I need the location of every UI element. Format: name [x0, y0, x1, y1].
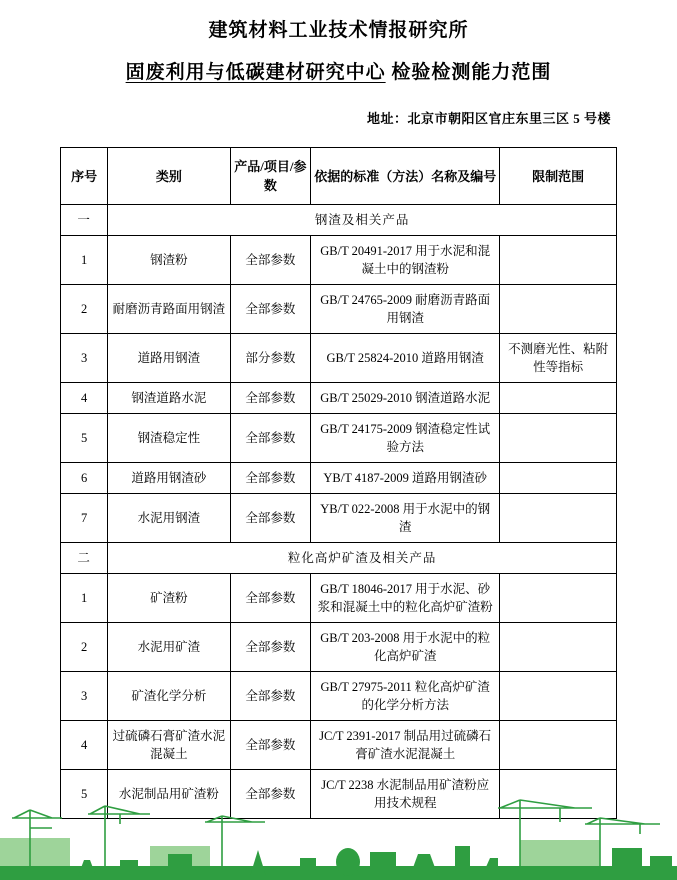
cell-category: 钢渣道路水泥 — [108, 383, 230, 414]
table-row — [61, 285, 617, 334]
cell-category: 水泥制品用矿渣粉 — [108, 770, 230, 819]
cell-standard: GB/T 25029-2010 钢渣道路水泥 — [311, 383, 500, 414]
cell-no: 5 — [61, 770, 108, 819]
section-title: 粒化高炉矿渣及相关产品 — [108, 543, 617, 574]
table-row — [61, 334, 617, 383]
cell-parameter: 全部参数 — [230, 574, 311, 623]
table-section-row — [61, 543, 617, 574]
cell-standard: GB/T 27975-2011 粒化高炉矿渣的化学分析方法 — [311, 672, 500, 721]
cell-category: 矿渣粉 — [108, 574, 230, 623]
table-row — [61, 672, 617, 721]
cell-no: 7 — [61, 494, 108, 543]
cell-limit — [500, 383, 617, 414]
cell-parameter: 全部参数 — [230, 721, 311, 770]
table-row — [61, 574, 617, 623]
table-header — [61, 148, 617, 205]
cell-category: 水泥用钢渣 — [108, 494, 230, 543]
cell-limit — [500, 623, 617, 672]
cell-no: 5 — [61, 414, 108, 463]
table-row — [61, 494, 617, 543]
column-header-category: 类别 — [108, 148, 230, 205]
document-header — [60, 0, 617, 90]
cell-category: 水泥用矿渣 — [108, 623, 230, 672]
cell-no: 4 — [61, 383, 108, 414]
cell-category: 钢渣粉 — [108, 236, 230, 285]
cell-no: 1 — [61, 236, 108, 285]
page-subtitle-center-name: 固废利用与低碳建材研究中心 — [125, 62, 386, 83]
cell-category: 道路用钢渣砂 — [108, 463, 230, 494]
cell-no: 4 — [61, 721, 108, 770]
cell-standard: GB/T 24175-2009 钢渣稳定性试验方法 — [311, 414, 500, 463]
table-row — [61, 623, 617, 672]
section-title: 钢渣及相关产品 — [108, 205, 617, 236]
cell-no: 6 — [61, 463, 108, 494]
cell-limit — [500, 770, 617, 819]
cell-no: 3 — [61, 672, 108, 721]
address-line: 地址：北京市朝阳区官庄东里三区 5 号楼 — [366, 111, 611, 126]
cell-category: 道路用钢渣 — [108, 334, 230, 383]
table-row — [61, 770, 617, 819]
cell-parameter: 全部参数 — [230, 623, 311, 672]
page-subtitle — [60, 48, 617, 90]
table-row — [61, 463, 617, 494]
cell-parameter: 全部参数 — [230, 494, 311, 543]
cell-standard: YB/T 022-2008 用于水泥中的钢渣 — [311, 494, 500, 543]
cell-category: 耐磨沥青路面用钢渣 — [108, 285, 230, 334]
cell-category: 矿渣化学分析 — [108, 672, 230, 721]
column-header-standard: 依据的标准（方法）名称及编号 — [311, 148, 500, 205]
cell-limit — [500, 285, 617, 334]
cell-limit: 不测磨光性、粘附性等指标 — [500, 334, 617, 383]
cell-parameter: 全部参数 — [230, 463, 311, 494]
cell-category: 钢渣稳定性 — [108, 414, 230, 463]
cell-limit — [500, 463, 617, 494]
cell-standard: GB/T 25824-2010 道路用钢渣 — [311, 334, 500, 383]
table-row — [61, 383, 617, 414]
page-title: 建筑材料工业技术情报研究所 — [208, 20, 469, 41]
cell-category: 过硫磷石膏矿渣水泥混凝土 — [108, 721, 230, 770]
cell-parameter: 全部参数 — [230, 770, 311, 819]
table-header-row — [61, 148, 617, 205]
section-number: 二 — [61, 543, 108, 574]
column-header-parameter: 产品/项目/参数 — [230, 148, 311, 205]
capability-table — [60, 147, 617, 819]
cell-standard: GB/T 203-2008 用于水泥中的粒化高炉矿渣 — [311, 623, 500, 672]
section-number: 一 — [61, 205, 108, 236]
cell-standard: GB/T 24765-2009 耐磨沥青路面用钢渣 — [311, 285, 500, 334]
table-row — [61, 414, 617, 463]
cell-limit — [500, 236, 617, 285]
column-header-limit: 限制范围 — [500, 148, 617, 205]
cell-parameter: 全部参数 — [230, 285, 311, 334]
cell-parameter: 全部参数 — [230, 383, 311, 414]
cell-parameter: 全部参数 — [230, 672, 311, 721]
column-header-no: 序号 — [61, 148, 108, 205]
cell-parameter: 部分参数 — [230, 334, 311, 383]
cell-parameter: 全部参数 — [230, 414, 311, 463]
cell-no: 1 — [61, 574, 108, 623]
cell-limit — [500, 672, 617, 721]
cell-limit — [500, 721, 617, 770]
table-row — [61, 721, 617, 770]
cell-standard: GB/T 20491-2017 用于水泥和混凝土中的钢渣粉 — [311, 236, 500, 285]
cell-standard: JC/T 2391-2017 制品用过硫磷石膏矿渣水泥混凝土 — [311, 721, 500, 770]
cell-limit — [500, 414, 617, 463]
cell-no: 2 — [61, 623, 108, 672]
cell-limit — [500, 494, 617, 543]
table-section-row — [61, 205, 617, 236]
table-body — [61, 205, 617, 819]
cell-standard: GB/T 18046-2017 用于水泥、砂浆和混凝土中的粒化高炉矿渣粉 — [311, 574, 500, 623]
cell-standard: YB/T 4187-2009 道路用钢渣砂 — [311, 463, 500, 494]
cell-limit — [500, 574, 617, 623]
cell-standard: JC/T 2238 水泥制品用矿渣粉应用技术规程 — [311, 770, 500, 819]
cell-no: 3 — [61, 334, 108, 383]
table-row — [61, 236, 617, 285]
page-subtitle-scope: 检验检测能力范围 — [385, 62, 552, 83]
cell-parameter: 全部参数 — [230, 236, 311, 285]
cell-no: 2 — [61, 285, 108, 334]
